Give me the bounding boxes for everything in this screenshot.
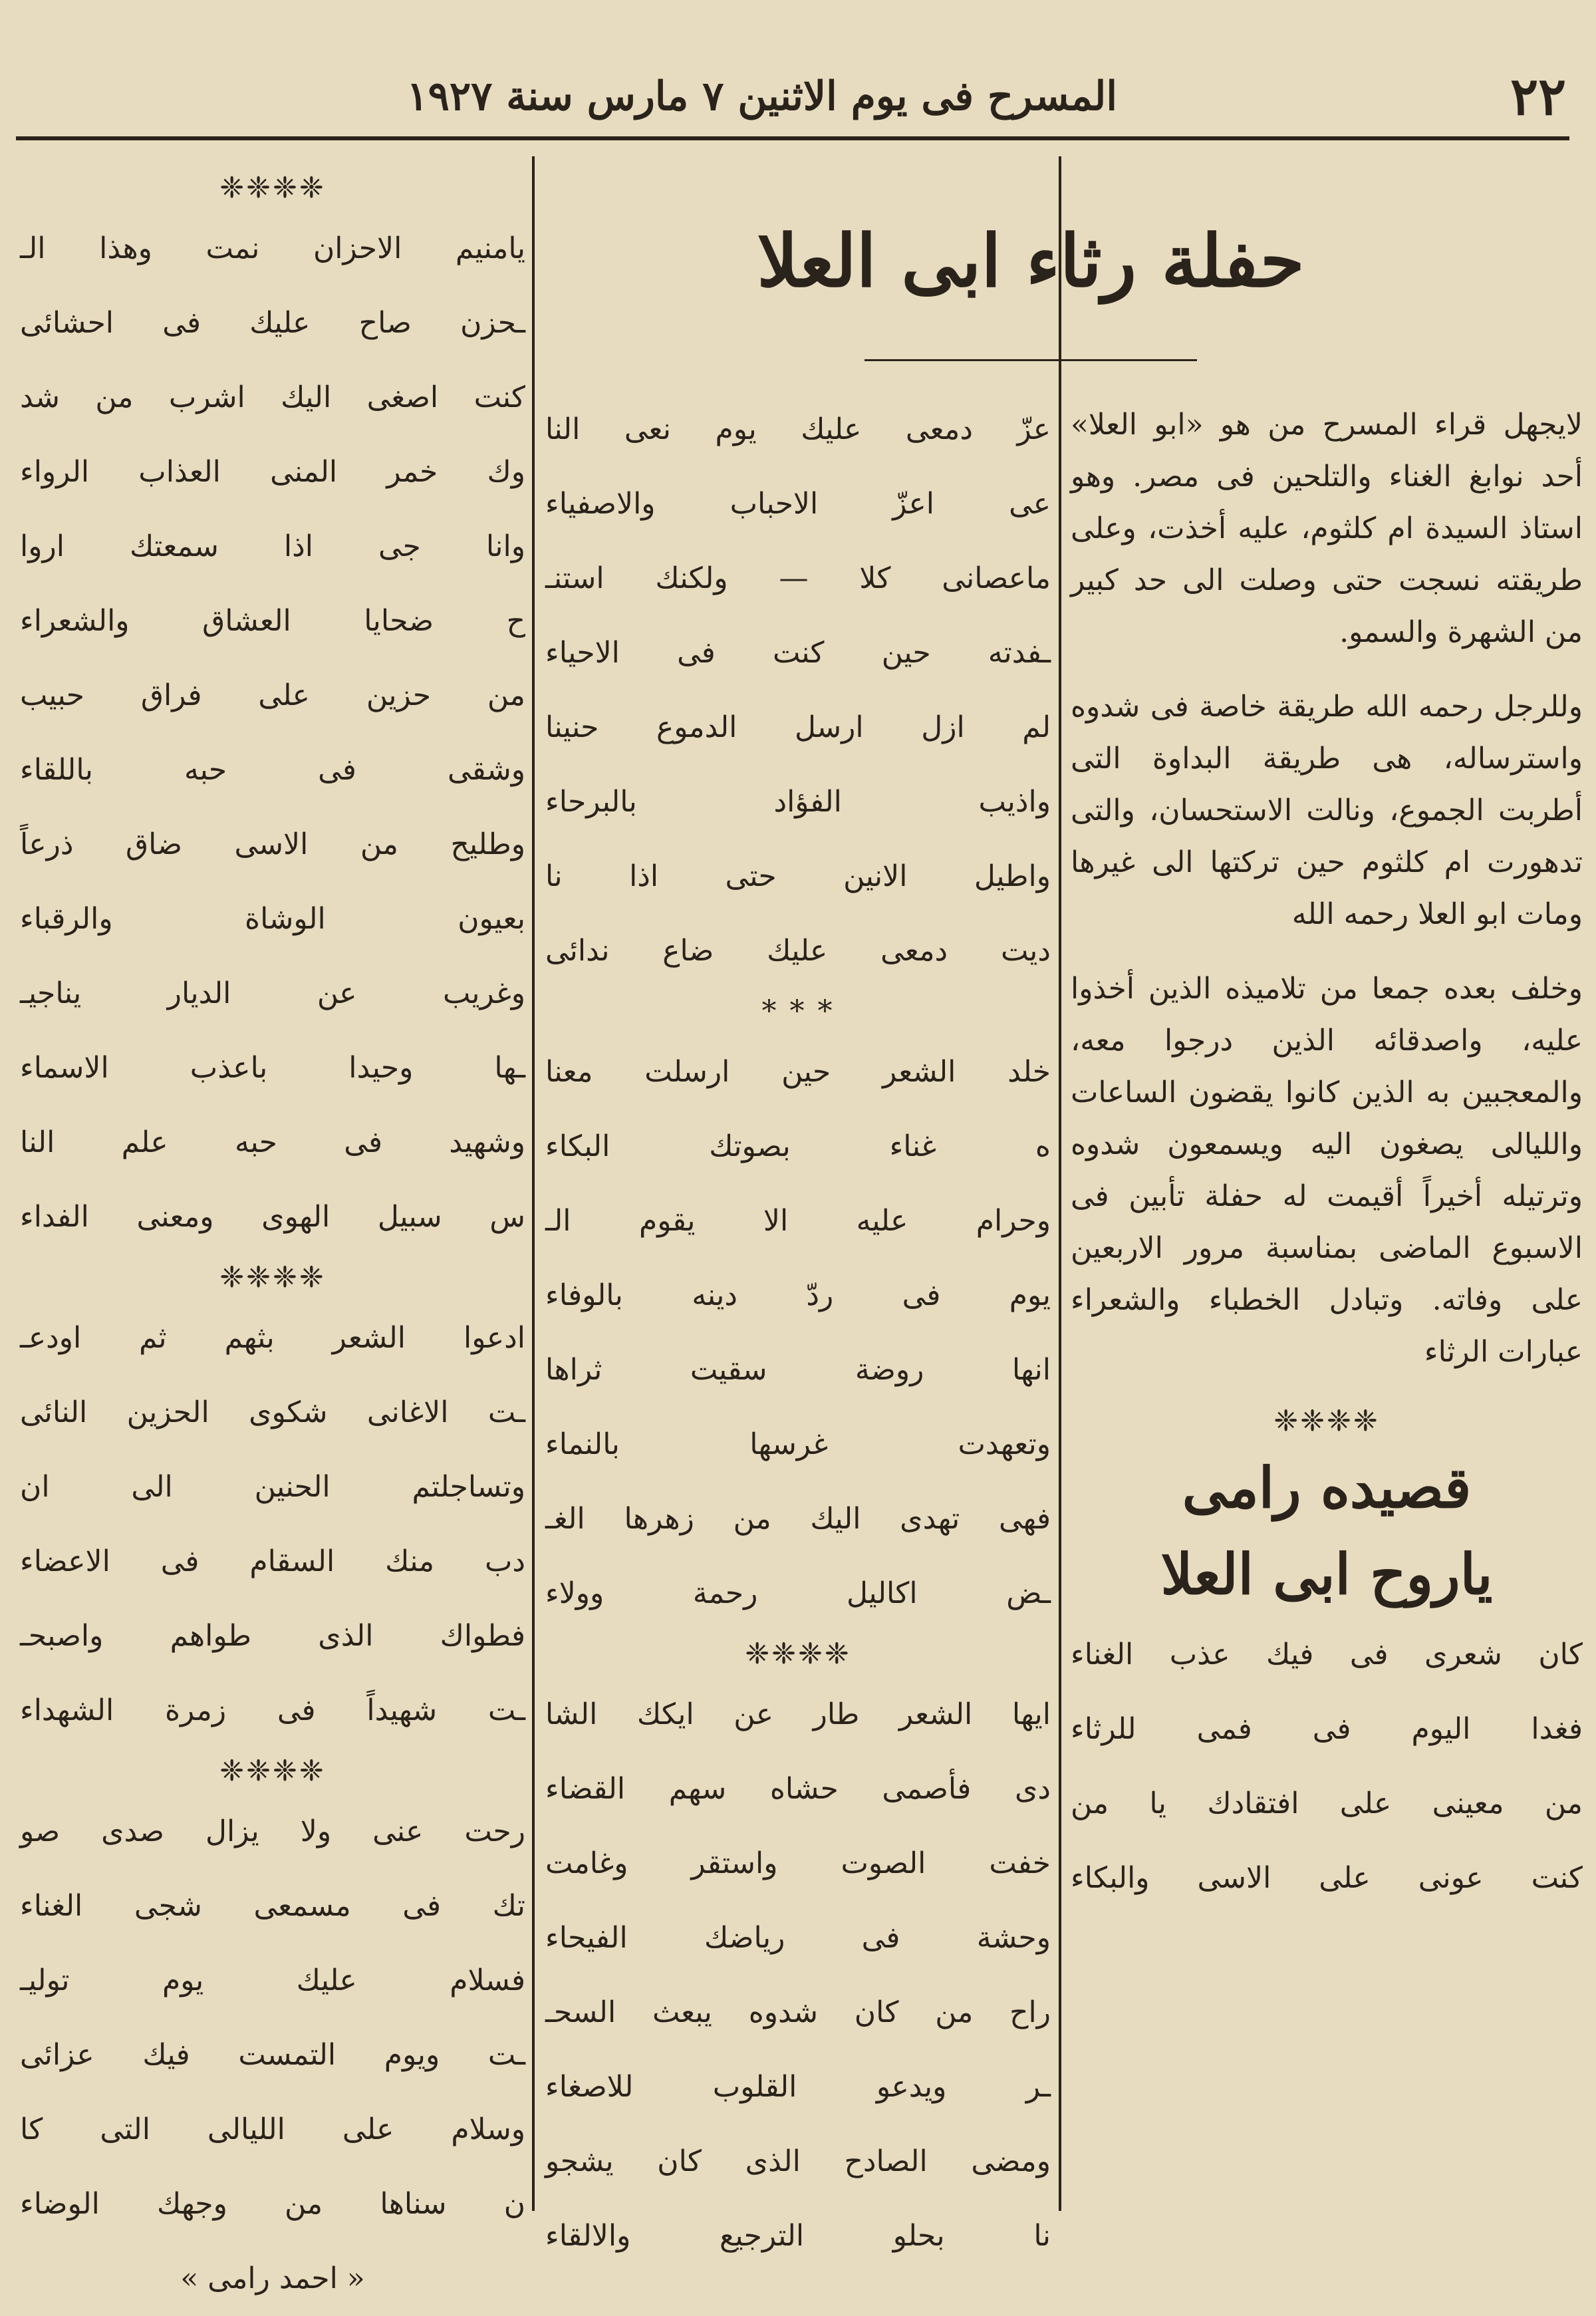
poem-line: واذيب الفؤاد بالبرحاء bbox=[545, 785, 1051, 819]
poem-line: تك فى مسمعى شجى الغناء bbox=[20, 1889, 525, 1923]
header-rule bbox=[16, 136, 1569, 140]
poem-line: كنت اصغى اليك اشرب من شد bbox=[20, 380, 525, 414]
poem-line: خلد الشعر حين ارسلت معنا bbox=[545, 1055, 1051, 1089]
section-ornament: ❈❈❈❈ bbox=[219, 1260, 326, 1294]
poem-line: ـض اكاليل رحمة وولاء bbox=[545, 1576, 1051, 1610]
poem-line: رحت عنى ولا يزال صدى صو bbox=[20, 1814, 525, 1848]
poem-line: راح من كان شدوه يبعث السحـ bbox=[545, 1995, 1051, 2029]
article-paragraph: وخلف بعده جمعا من تلاميذه الذين أخذوا عليه، واصدقائه الذين درجوا معه، والمعجبين به الذين كانوا يقضون الساعات والليالى يصغون اليه ويسمعون شدوه وترتيله أخيراً أقيمت له حفلة تأبين فى الاسبوع الماضى بمناسبة مرور الاربعين على وفاته. وتبادل الخطباء والشعراء عبارات الرثاء bbox=[1071, 972, 1583, 1369]
poem-line: يامنيم الاحزان نمت وهذا الـ bbox=[20, 231, 525, 265]
right-column bbox=[1071, 399, 1583, 1916]
poem-line: يوم فى ردّ دينه بالوفاء bbox=[545, 1278, 1051, 1312]
poem-line: خفت الصوت واستقر وغامت bbox=[545, 1846, 1051, 1880]
section-ornament: ❈❈❈❈ bbox=[1273, 1404, 1380, 1438]
poem-line: دب منك السقام فى الاعضاء bbox=[20, 1544, 525, 1578]
poem-line: ـت ويوم التمست فيك عزائى bbox=[20, 2038, 525, 2072]
poem-line: عى اعزّ الاحباب والاصفياء bbox=[545, 487, 1051, 521]
poem-line: فهى تهدى اليك من زهرها الغـ bbox=[545, 1502, 1051, 1536]
poem-line: ديت دمعى عليك ضاع ندائى bbox=[545, 934, 1051, 968]
column-divider bbox=[532, 156, 535, 2211]
section-ornament: ❈❈❈❈ bbox=[745, 1637, 851, 1671]
poem-line: ـها وحيدا باعذب الاسماء bbox=[20, 1051, 525, 1085]
poem-line: وك خمر المنى العذاب الرواء bbox=[20, 455, 525, 489]
poem-line: ـت الاغانى شكوى الحزين النائى bbox=[20, 1395, 525, 1429]
poem-line: لم ازل ارسل الدموع حنينا bbox=[545, 710, 1051, 744]
poem-line: ومضى الصادح الذى كان يشجو bbox=[545, 2144, 1051, 2178]
poem-line: وطليح من الاسى ضاق ذرعاً bbox=[20, 827, 525, 861]
poem-line: ـر ويدعو القلوب للاصغاء bbox=[545, 2070, 1051, 2104]
poem-line: ح ضحايا العشاق والشعراء bbox=[20, 604, 525, 638]
poem-line: وحرام عليه الا يقوم الـ bbox=[545, 1204, 1051, 1238]
poem-line: وغريب عن الديار يناجيـ bbox=[20, 976, 525, 1010]
poem-line: وشهيد فى حبه علم النا bbox=[20, 1125, 525, 1159]
poem-line: من حزين على فراق حبيب bbox=[20, 678, 525, 712]
middle-column bbox=[545, 392, 1051, 2273]
page-header bbox=[13, 60, 1583, 133]
article-paragraph: لايجهل قراء المسرح من هو «ابو العلا» أحد نوابغ الغناء والتلحين فى مصر. وهو استاذ السيدة ام كلثوم، عليه أخذت، وعلى طريقته نسجت حتى وصلت الى حد كبير من الشهرة والسمو. bbox=[1071, 408, 1583, 649]
article-title: حفلة رثاء ابى العلا bbox=[757, 219, 1305, 303]
poem-line: كان شعرى فى فيك عذب الغناء bbox=[1071, 1638, 1583, 1671]
poem-line: ـفدته حين كنت فى الاحياء bbox=[545, 636, 1051, 670]
poem-line: وتساجلتم الحنين الى ان bbox=[20, 1470, 525, 1504]
poem-line: ـحزن صاح عليك فى احشائى bbox=[20, 306, 525, 340]
poem-line: واطيل الانين حتى اذا نا bbox=[545, 859, 1051, 893]
section-ornament: ❈❈❈❈ bbox=[219, 1754, 326, 1788]
poem-line: وشقى فى حبه باللقاء bbox=[20, 753, 525, 787]
poem-line: ايها الشعر طار عن ايكك الشا bbox=[545, 1697, 1051, 1731]
title-underline bbox=[864, 359, 1197, 361]
poem-line: وحشة فى رياضك الفيحاء bbox=[545, 1921, 1051, 1955]
poem-line: فسلام عليك يوم توليـ bbox=[20, 1963, 525, 1997]
poem-line: دى فأصمى حشاه سهم القضاء bbox=[545, 1772, 1051, 1806]
poem-line: فغدا اليوم فى فمى للرثاء bbox=[1071, 1712, 1583, 1746]
poem-title: قصيده رامى bbox=[1182, 1455, 1472, 1520]
page-number: ٢٢ bbox=[1510, 67, 1566, 127]
poem-line: وسلام على الليالى التى كا bbox=[20, 2112, 525, 2146]
running-head: المسرح فى يوم الاثنين ٧ مارس سنة ١٩٢٧ bbox=[406, 73, 1117, 120]
poem-line: من معينى على افتقادك يا من bbox=[1071, 1787, 1583, 1820]
poem-line: انها روضة سقيت ثراها bbox=[545, 1353, 1051, 1387]
poem-line: وانا جى اذا سمعتك اروا bbox=[20, 529, 525, 563]
poem-signature: « احمد رامى » bbox=[180, 2261, 365, 2295]
poem-line: نا بحلو الترجيع والالقاء bbox=[545, 2219, 1051, 2253]
poem-line: ـت شهيداً فى زمرة الشهداء bbox=[20, 1693, 525, 1727]
poem-line: وتعهدت غرسها بالنماء bbox=[545, 1427, 1051, 1461]
poem-line: س سبيل الهوى ومعنى الفداء bbox=[20, 1200, 525, 1234]
poem-line: بعيون الوشاة والرقباء bbox=[20, 902, 525, 936]
poem-line: ماعصانى كلا — ولكنك استنـ bbox=[545, 561, 1051, 595]
poem-line: كنت عونى على الاسى والبكاء bbox=[1071, 1861, 1583, 1895]
poem-line: ه غناء بصوتك البكاء bbox=[545, 1129, 1051, 1163]
section-ornament: ❈❈❈❈ bbox=[219, 171, 326, 205]
article-paragraph: وللرجل رحمه الله طريقة خاصة فى شدوه واسترساله، هى طريقة البداوة التى أطربت الجموع، ونالت الاستحسان، والتى تدهورت ام كلثوم حين تركتها الى غيرها ومات ابو العلا رحمه الله bbox=[1071, 690, 1583, 931]
poem-subtitle: ياروح ابى العلا bbox=[1160, 1541, 1493, 1607]
left-column bbox=[20, 165, 525, 2316]
column-divider bbox=[1059, 156, 1061, 2211]
poem-line: ادعوا الشعر بثهم ثم اودعـ bbox=[20, 1321, 525, 1355]
poem-line: عزّ دمعى عليك يوم نعى النا bbox=[545, 412, 1051, 446]
poem-line: فطواك الذى طواهم واصبحـ bbox=[20, 1619, 525, 1653]
stanza-stars: * * * bbox=[761, 994, 835, 1028]
poem-line: ن سناها من وجهك الوضاء bbox=[20, 2187, 525, 2221]
